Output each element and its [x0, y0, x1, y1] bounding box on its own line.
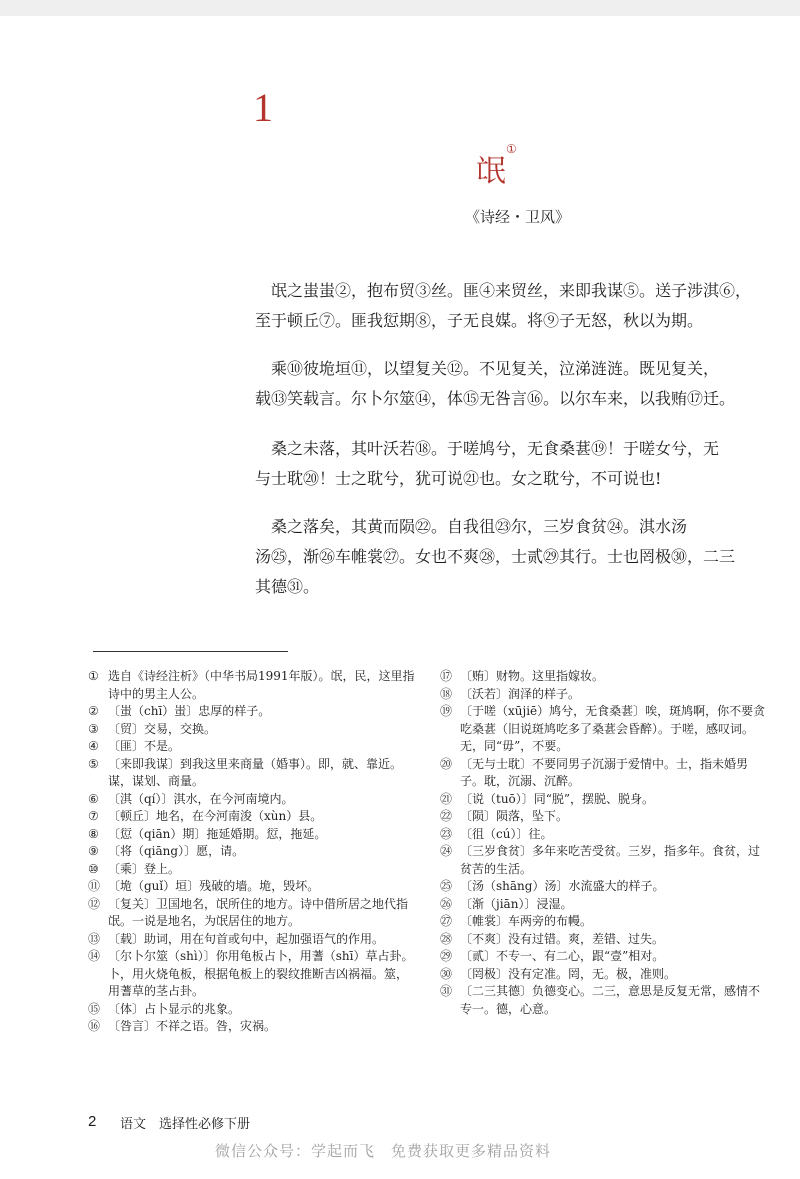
footnote-number: ⑭: [88, 949, 101, 963]
footnote-number: ②: [88, 704, 99, 718]
footnote: [88, 861, 418, 879]
watermark-text: 微信公众号：学起而飞 免费获取更多精品资料: [215, 1142, 552, 1160]
footnote-number: ⑱: [440, 686, 453, 701]
footnote-text: 〔咎言〕不祥之语。咎，灾祸。: [108, 1019, 277, 1033]
footnote-text: 选自《诗经注析》（中华书局1991年版）。氓，民，这里指诗中的男主人公。: [108, 669, 415, 701]
stanza-1: [255, 276, 755, 336]
footnote: [440, 808, 770, 826]
footnote: [440, 983, 770, 1018]
footnote-number: ⑯: [88, 1019, 101, 1033]
stanza-line: 桑之未落，其叶沃若⑱。于嗟鸠兮，无食桑葚⑲！于嗟女兮，无: [255, 439, 720, 458]
footnote-number: ⑰: [440, 669, 453, 683]
footnote: [440, 756, 770, 791]
footnote-text: 〔无与士耽〕不要同男子沉溺于爱情中。士，指未婚男子。耽，沉溺、沉醉。: [460, 756, 749, 788]
footnote-number: ④: [88, 739, 99, 753]
footnote-text: 〔匪〕不是。: [108, 739, 181, 753]
footnotes-right: [440, 668, 770, 1018]
footnote: [440, 913, 770, 931]
footnote: [88, 1001, 418, 1019]
footnote-text: 〔三岁食贫〕多年来吃苦受贫。三岁，指多年。食贫，过贫苦的生活。: [460, 844, 761, 876]
footnote: [88, 791, 418, 809]
footnote-text: 〔来即我谋〕到我这里来商量（婚事）。即，就、靠近。谋，谋划、商量。: [108, 756, 403, 788]
stanza-line: 与士耽⑳！士之耽兮，犹可说㉑也。女之耽兮，不可说也!: [255, 469, 662, 488]
source-line: 《诗经・卫风》: [465, 208, 571, 226]
footnote-text: 〔将（qiāng）〕愿，请。: [108, 844, 245, 858]
footnote: [440, 826, 770, 844]
footnote-number: ⑥: [88, 791, 99, 806]
stanza-line: 氓之蚩蚩②，抱布贸③丝。匪④来贸丝，来即我谋⑤。送子涉淇⑥，: [255, 281, 752, 300]
footnote-text: 〔垝（guǐ）垣〕残破的墙。垝，毁坏。: [108, 879, 320, 893]
footnote: [440, 878, 770, 896]
footnote: [440, 703, 770, 756]
footnote-text: 〔罔极〕没有定准。罔，无。极，准则。: [460, 966, 677, 981]
footnote-text: 〔愆（qiān）期〕拖延婚期。愆，拖延。: [108, 826, 327, 841]
footnote: [440, 843, 770, 878]
footnote: [88, 843, 418, 861]
footnotes-left: [88, 668, 418, 1036]
footnote-text: 〔二三其德〕负德变心。二三，意思是反复无常，感情不专一。德，心意。: [460, 984, 761, 1016]
footnote: [88, 703, 418, 721]
footnote-number: ㉓: [440, 826, 453, 841]
footnote: [88, 896, 418, 931]
footnote-number: ⑪: [88, 879, 101, 893]
footnote: [440, 896, 770, 914]
footnote-number: ⑬: [88, 931, 101, 946]
footnote-text: 〔徂（cú）〕往。: [460, 826, 553, 841]
footnote-text: 〔帷裳〕车两旁的布幔。: [460, 914, 593, 928]
footnote-text: 〔尔卜尔筮（shì）〕你用龟板占卜，用蓍（shī）草占卦。卜，用火烧龟板，根据龟板上的裂纹推断吉凶祸福。筮，用蓍草的茎占卦。: [108, 949, 414, 998]
footnote-number: ⑦: [88, 809, 99, 823]
footnote-number: ㉑: [440, 791, 453, 806]
footnote-text: 〔贿〕财物。这里指嫁妆。: [460, 669, 605, 683]
footnote-number: ⑧: [88, 826, 99, 841]
footnote: [88, 826, 418, 844]
title-text: 氓: [476, 154, 506, 189]
footnote-number: ⑮: [88, 1001, 101, 1016]
footnote-number: ⑩: [88, 861, 99, 876]
footnote: [440, 931, 770, 949]
footnote-number: ⑫: [88, 896, 101, 911]
footnote: [88, 931, 418, 949]
footnote-number: ㉙: [440, 949, 453, 963]
footnote-text: 〔渐（jiān）〕浸湿。: [460, 896, 573, 911]
stanza-line: 至于顿丘⑦。匪我愆期⑧，子无良媒。将⑨子无怒，秋以为期。: [255, 311, 704, 330]
lesson-number: 1: [253, 85, 273, 130]
footnote-text: 〔说（tuō）〕同“脱”，摆脱、脱身。: [460, 791, 655, 806]
footnote: [88, 808, 418, 826]
footnote: [88, 1018, 418, 1036]
footnote-text: 〔贰〕不专一、有二心，跟“壹”相对。: [460, 949, 665, 963]
title-note-mark: ①: [506, 142, 517, 156]
footnote-text: 〔顿丘〕地名，在今河南浚（xùn）县。: [108, 809, 323, 823]
footnote-number: ㉕: [440, 879, 453, 893]
footnote: [440, 948, 770, 966]
footnote: [88, 738, 418, 756]
footnote-text: 〔淇（qí）〕淇水，在今河南境内。: [108, 791, 294, 806]
footnote: [88, 878, 418, 896]
footnote-number: ㉛: [440, 984, 453, 998]
footnote-number: ⑲: [440, 704, 453, 718]
footnote-number: ㉗: [440, 914, 453, 928]
footnote-text: 〔陨〕陨落，坠下。: [460, 809, 569, 823]
footnote-number: ⑳: [440, 756, 453, 771]
stanza-3: [255, 434, 755, 494]
stanza-line: 载⑬笑载言。尔卜尔筮⑭，体⑮无咎言⑯。以尔车来，以我贿⑰迁。: [255, 389, 736, 408]
footnote-number: ①: [88, 669, 99, 683]
footnote-number: ㉘: [440, 931, 453, 946]
footnote-text: 〔不爽〕没有过错。爽，差错、过失。: [460, 931, 665, 946]
footnote-number: ㉖: [440, 896, 453, 911]
footnote-text: 〔于嗟（xūjiē）鸠兮，无食桑葚〕唉，斑鸠啊，你不要贪吃桑葚（旧说斑鸠吃多了桑葚会昏醉）。于嗟，感叹词。无，同“毋”，不要。: [460, 704, 766, 753]
footnote-text: 〔载〕助词，用在句首或句中，起加强语气的作用。: [108, 931, 385, 946]
footnote-number: ③: [88, 721, 99, 736]
footnote-divider: [93, 651, 288, 652]
footnote: [440, 686, 770, 704]
footnote: [88, 756, 418, 791]
footnote-number: ⑨: [88, 844, 99, 858]
page-title: [476, 142, 517, 190]
stanza-line: 汤㉕，渐㉖车帷裳㉗。女也不爽㉘，士贰㉙其行。士也罔极㉚，二三: [255, 547, 736, 566]
book-title: 语文 选择性必修下册: [120, 1116, 251, 1131]
footnote-number: ㉔: [440, 844, 453, 858]
footnote: [88, 721, 418, 739]
footnote-text: 〔贸〕交易，交换。: [108, 721, 217, 736]
footnote-text: 〔乘〕登上。: [108, 861, 181, 876]
footnote: [88, 948, 418, 1001]
footnote-text: 〔体〕占卜显示的兆象。: [108, 1001, 241, 1016]
stanza-line: 桑之落矣，其黄而陨㉒。自我徂㉓尔，三岁食贫㉔。淇水汤: [255, 517, 688, 536]
footnote-number: ㉚: [440, 966, 453, 981]
footnote-text: 〔汤（shāng）汤〕水流盛大的样子。: [460, 879, 665, 893]
footnote-text: 〔复关〕卫国地名，氓所住的地方。诗中借所居之地代指氓。一说是地名，为氓居住的地方。: [108, 896, 409, 928]
footnote-text: 〔蚩（chī）蚩〕忠厚的样子。: [108, 704, 271, 718]
footnote: [440, 791, 770, 809]
top-scan-border: [0, 0, 800, 16]
footnote-number: ㉒: [440, 809, 453, 823]
footnote: [440, 966, 770, 984]
footnote-number: ⑤: [88, 756, 99, 771]
stanza-4: [255, 512, 755, 602]
stanza-line: 其德㉛。: [255, 577, 320, 596]
page-number: 2: [88, 1113, 97, 1130]
stanza-2: [255, 354, 755, 414]
stanza-line: 乘⑩彼垝垣⑪，以望复关⑫。不见复关，泣涕涟涟。既见复关，: [255, 359, 720, 378]
footnote-text: 〔沃若〕润泽的样子。: [460, 686, 581, 701]
footnote: [88, 668, 418, 703]
footnote: [440, 668, 770, 686]
